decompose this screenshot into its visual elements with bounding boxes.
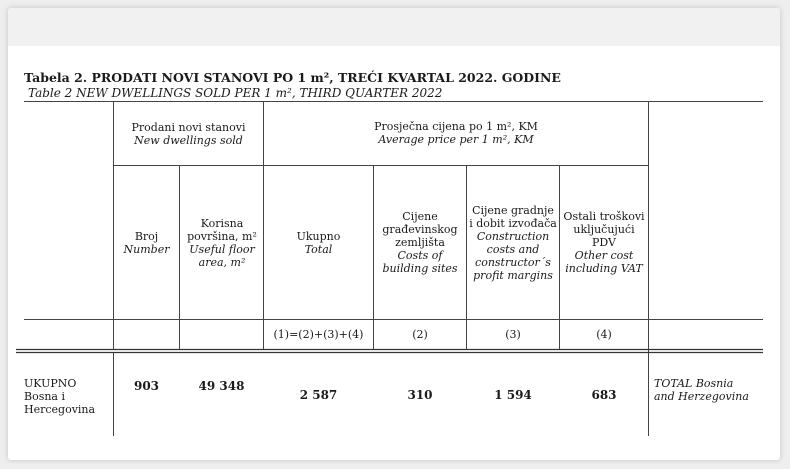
group-header-avg-price-bs: Prosječna cijena po 1 m², KM bbox=[374, 120, 538, 133]
group-header-sold-en: New dwellings sold bbox=[134, 133, 243, 147]
col-header-other bbox=[562, 166, 646, 319]
col-header-building-sites bbox=[376, 166, 464, 319]
row-label-bs-text: UKUPNO Bosna i Hercegovina bbox=[24, 377, 96, 416]
col-header-number-en: Number bbox=[123, 242, 170, 256]
col-code-building-sites: (2) bbox=[412, 328, 428, 341]
col-code-total: (1)=(2)+(3)+(4) bbox=[273, 328, 364, 341]
col-header-other-bs: Ostali troškovi uključujući PDV bbox=[563, 210, 645, 249]
col-header-construction-en: Construction costs and constructor´s profit margins bbox=[473, 229, 553, 282]
col-header-construction-bs: Cijene gradnje i dobit izvođača bbox=[469, 203, 557, 230]
group-header-sold bbox=[114, 102, 263, 165]
col-header-building-sites-bs: Cijene građevinskog zemljišta bbox=[382, 210, 458, 249]
col-header-total bbox=[264, 166, 373, 319]
table-title: Tabela 2. PRODATI NOVI STANOVI PO 1 m², TREĆI KVARTAL 2022. GODINE bbox=[24, 70, 561, 85]
col-header-construction bbox=[469, 166, 557, 319]
col-header-building-sites-en: Costs of building sites bbox=[382, 249, 458, 275]
col-header-total-bs: Ukupno bbox=[296, 229, 341, 243]
document-page bbox=[8, 8, 780, 460]
value-other: 683 bbox=[591, 387, 617, 402]
value-total: 2 587 bbox=[299, 387, 338, 402]
col-code-other: (4) bbox=[596, 328, 612, 341]
col-header-floor-area-bs: Korisna površina, m² bbox=[187, 216, 257, 243]
table-subtitle: Table 2 NEW DWELLINGS SOLD PER 1 m², THIRD QUARTER 2022 bbox=[28, 86, 443, 100]
row-label-bs bbox=[24, 377, 104, 416]
value-building-sites: 310 bbox=[407, 387, 433, 402]
col-header-number bbox=[114, 166, 179, 319]
col-header-number-bs: Broj bbox=[134, 229, 159, 243]
col-header-floor-area bbox=[182, 166, 262, 319]
col-code-construction: (3) bbox=[505, 328, 521, 341]
col-header-total-en: Total bbox=[304, 242, 333, 256]
value-floor-area: 49 348 bbox=[198, 378, 245, 393]
row-label-en bbox=[654, 377, 754, 403]
group-header-avg-price-en: Average price per 1 m², KM bbox=[378, 133, 534, 146]
col-header-other-en: Other cost including VAT bbox=[565, 249, 643, 275]
group-header-sold-bs: Prodani novi stanovi bbox=[131, 120, 246, 134]
group-header-avg-price bbox=[264, 102, 648, 165]
value-construction: 1 594 bbox=[494, 387, 532, 402]
value-number: 903 bbox=[133, 378, 160, 393]
row-label-en-text: TOTAL Bosnia and Herzegovina bbox=[654, 377, 749, 403]
col-header-floor-area-en: Useful floor area, m² bbox=[189, 242, 255, 269]
